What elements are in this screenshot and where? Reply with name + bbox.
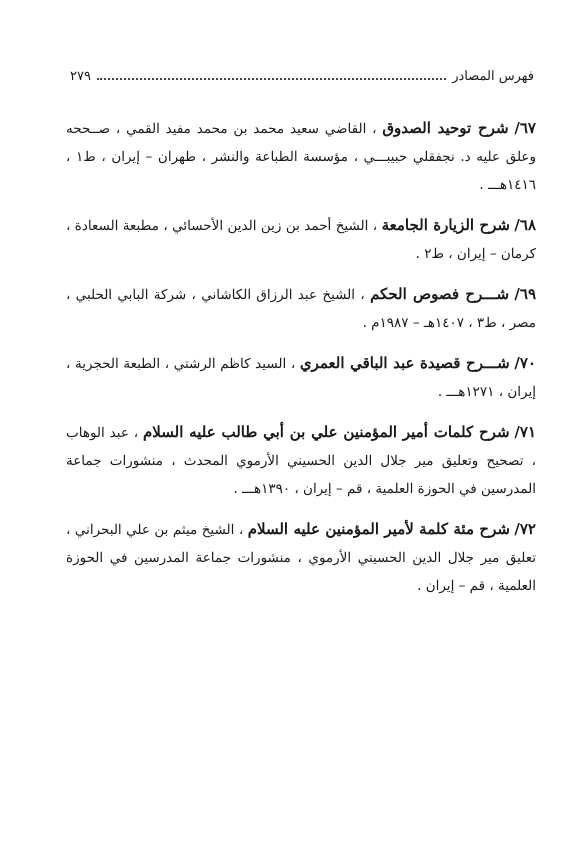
entry-number: ٧٢/	[514, 520, 536, 538]
entry-details: ، الشيخ عبد الرزاق الكاشاني ، شركة البابي الحلبي ، مصر ، ط٣ ، ١٤٠٧هـ – ١٩٨٧م .	[66, 287, 536, 331]
entry-title: شرح مئة كلمة لأمير المؤمنين عليه السلام	[247, 520, 510, 538]
entry-details: ، الشيخ ميثم بن علي البحراني ، تعليق مير جلال الدين الحسيني الأرموي ، منشورات جماعة المدرسين في الحوزة العلمية ، قم – إيران .	[66, 522, 536, 594]
entry-number: ٦٧/	[514, 119, 536, 137]
header-title: فهرس المصادر	[452, 68, 534, 84]
entry-number: ٧٠/	[514, 354, 536, 372]
entry-details: ، القاضي سعيد محمد بن محمد مفيد القمي ، صــححه وعلق عليه د. نجفقلي حبيبـــي ، مؤسسة الطباعة والنشر ، طهران – إيران ، ط١ ، ١٤١٦هـــ .	[66, 121, 536, 193]
running-header	[70, 66, 534, 86]
entry-number: ٦٨/	[514, 216, 537, 234]
page-number: ٢٧٩	[70, 68, 91, 84]
bibliography-list	[66, 114, 536, 612]
entry-title: شـــرح قصيدة عبد الباقي العمري	[299, 354, 510, 372]
bibliography-entry	[66, 515, 536, 600]
entry-title: شرح الزيارة الجامعة	[381, 216, 510, 234]
entry-title: شرح كلمات أمير المؤمنين علي بن أبي طالب عليه السلام	[143, 423, 510, 441]
bibliography-entry	[66, 280, 536, 337]
bibliography-entry	[66, 349, 536, 406]
bibliography-entry	[66, 211, 536, 268]
entry-details: ، السيد كاظم الرشتي ، الطبعة الحجرية ، إيران ، ١٢٧١هـــ .	[66, 356, 536, 400]
entry-number: ٦٩/	[514, 285, 537, 303]
entry-details: ، عبد الوهاب ، تصحيح وتعليق مير جلال الدين الحسيني الأرموي المحدث ، منشورات جماعة المدرسين في الحوزة العلمية ، قم – إيران ، ١٣٩٠هـــ .	[66, 425, 536, 497]
entry-title: شرح توحيد الصدوق	[382, 119, 509, 137]
bibliography-entry	[66, 114, 536, 199]
entry-title: شـــرح فصوص الحكم	[370, 285, 510, 303]
bibliography-entry	[66, 418, 536, 503]
header-leader-dots	[97, 78, 446, 80]
entry-details: ، الشيخ أحمد بن زين الدين الأحسائي ، مطبعة السعادة ، كرمان – إيران ، ط٢ .	[66, 218, 536, 262]
entry-number: ٧١/	[514, 423, 537, 441]
